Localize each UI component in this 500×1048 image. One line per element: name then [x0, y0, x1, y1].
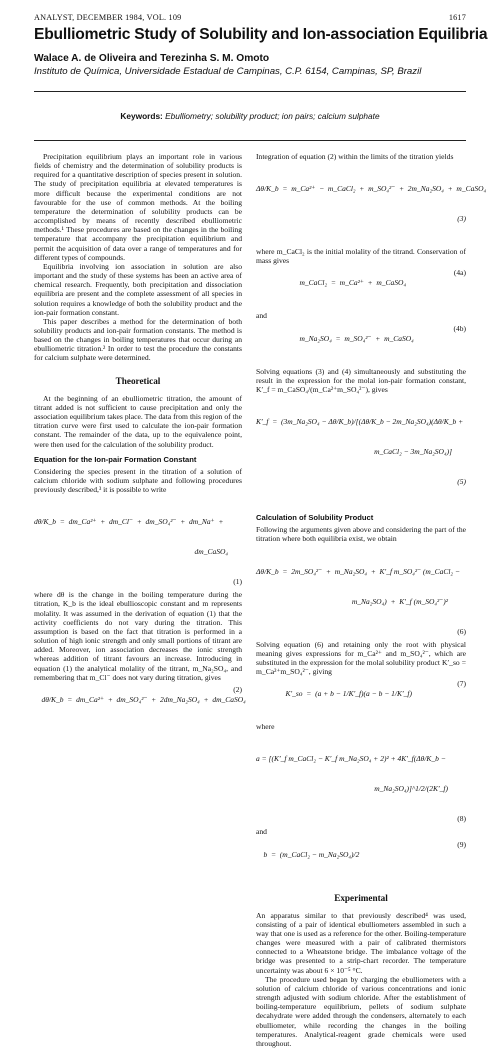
- equation-3-body: Δθ/K_b = m_Ca²⁺ − m_CaCl₂ + m_SO₄²⁻ + 2m_Na₂SO₄ + m_CaSO₄: [256, 184, 487, 194]
- paragraph: This paper describes a method for the determination of both solubility products and ion-pair formation constants. The method is based on the changes in boiling temperatures that occur during an ebulliometric titration.² In order to test the procedure the constants for calcium sulphate were determined.: [34, 316, 242, 363]
- equation-7: [256, 679, 466, 719]
- article-authors: Walace A. de Oliveira and Terezinha S. M. Omoto: [34, 53, 270, 64]
- author-affiliation: Instituto de Química, Universidade Estadual de Campinas, C.P. 6154, Campinas, SP, Brazil: [34, 66, 422, 77]
- equation-9: [256, 840, 466, 880]
- page-number: 1617: [448, 13, 466, 22]
- equation-6-line-1: Δθ/K_b = 2m_SO₄²⁻ + m_Na₂SO₄ + K′_f m_SO₄²⁻ (m_CaCl₂ −: [256, 566, 460, 576]
- equation-5: [256, 397, 466, 507]
- paragraph: At the beginning of an ebulliometric titration, the amount of titrant added is not sufficient to cause precipitation and only the association equilibrium takes place. The data from this region of the titration curve were first used to calculate the ion-pair formation constant. The remainder of the data, up to the equivalence point, were then used for the calculation of the solubility product.: [34, 393, 242, 449]
- article-title: Ebulliometric Study of Solubility and Ion-association Equilibria: [34, 26, 488, 43]
- connector-text: and: [256, 827, 267, 837]
- left-column: [34, 152, 246, 728]
- equation-3: [256, 164, 487, 244]
- paragraph: Precipitation equilibrium plays an important role in various fields of chemistry and the determination of solubility products is required for a quantitative description of species present in solution. The study of precipitation equilibria at elevated temperatures is more difficult because the experimental conditions are not favourable for the use of common methods. At the boiling temperature the determination of solubility products can be accomplished by means of recently described ebulliometric methods.¹ These procedures are based on the changes in the boiling temperature that accompany the precipitation equilibrium and permit the acquisition of data over a range of temperatures and for different types of compounds.: [34, 152, 242, 262]
- equation-number: (5): [457, 477, 466, 487]
- equation-number: (4a): [453, 268, 466, 278]
- subsection-heading: Calculation of Solubility Product: [256, 513, 374, 523]
- equation-number: (4b): [453, 323, 466, 333]
- paragraph: Following the arguments given above and considering the part of the titration where both equilibria exist, we obtain: [256, 525, 466, 544]
- equation-6: [256, 547, 466, 637]
- equation-number: (9): [457, 839, 466, 849]
- equation-1: [34, 497, 242, 587]
- equation-6-line-2: m_Na₂SO₄) + K′_f (m_SO₄²⁻)²: [351, 596, 448, 606]
- equation-5-line-1: K′_f = (3m_Na₂SO₄ − Δθ/K_b)/[(Δθ/K_b − 2m_Na₂SO₄)(Δθ/K_b +: [256, 417, 464, 427]
- equation-2-body: dθ/K_b = dm_Ca²⁺ + dm_SO₄²⁻ + 2dm_Na₂SO₄ + dm_CaSO₄: [41, 694, 246, 704]
- right-column: [256, 152, 487, 1048]
- paragraph: Solving equation (6) and retaining only the root with physical meaning gives expressions for m_Ca²⁺ and m_SO₄²⁻, which are substituted in the expression for the molal solubility product K′_so = m_Ca²⁺m_SO₄²⁻, giving: [256, 639, 466, 677]
- equation-1-line-1: dθ/K_b = dm_Ca²⁺ + dm_Cl⁻ + dm_SO₄²⁻ + dm_Na⁺ +: [34, 517, 224, 527]
- equation-4b-body: m_Na₂SO₄ = m_SO₄²⁻ + m_CaSO₄: [299, 333, 414, 343]
- equation-number: (7): [457, 679, 466, 689]
- paragraph: where m_CaCl₂ is the initial molality of the titrand. Conservation of mass gives: [256, 247, 466, 266]
- paragraph: An apparatus similar to that previously described⁴ was used, consisting of a pair of identical ebulliometers assembled in such a way that one is used as a reference for the other. Boiling-temperature changes were measured with a pair of calibrated thermistors connected to a Wheatstone bridge. The imbalance voltage of the bridge was presented to a strip-chart recorder. The temperature uncertainty was about 6 × 10⁻⁵ °C.: [256, 910, 466, 975]
- equation-4a: [256, 268, 466, 308]
- equation-8: [256, 734, 466, 824]
- equation-9-body: b = (m_CaCl₂ − m_Na₂SO₄)/2: [263, 849, 360, 859]
- paragraph: Equilibria involving ion association in solution are also important and the study of these systems has been an active area of chemical research. Frequently, both precipitation and dissociation equilibria are present and the complete assessment of all species in solution requires a knowledge of both the solubility product and the ion-pair formation constant.: [34, 261, 242, 317]
- paragraph: Considering the species present in the titration of a solution of calcium chloride with sodium sulphate and following procedures previously described,³ it is possible to write: [34, 466, 242, 495]
- keywords-line: [120, 111, 379, 121]
- equation-7-body: K′_so = (a + b − 1/K′_f)(a − b − 1/K′_f): [285, 689, 412, 699]
- connector-text: and: [256, 311, 267, 321]
- section-heading-theoretical: Theoretical: [115, 375, 161, 386]
- equation-8-line-2: m_Na₂SO₄)]^1/2/(2K′_f): [374, 784, 448, 794]
- paragraph: Integration of equation (2) within the limits of the titration yields: [256, 152, 454, 161]
- paragraph: where dθ is the change in the boiling temperature during the titration, K_b is the ideal ebullioscopic constant and m represents molality. It was assumed in the derivation of equation (1) that the activity coefficients do not vary during the titration. This assumption is based on the fact that titration is performed in a solution of high ionic strength and only small portions of titrant are added. Moreover, ion association decreases the ionic strength whereas addition of titrant favours an increase. Introducing in equation (1) the analytical molality of the titrant, m_Na₂SO₄, and remembering that m_Cl⁻ does not vary during titration, gives: [34, 590, 242, 682]
- paragraph: Solving equations (3) and (4) simultaneously and substituting the result in the expression for the molal ion-pair formation constant, K′_f = m_CaSO₄/(m_Ca²⁺m_SO₄²⁻), gives: [256, 366, 466, 394]
- journal-running-head: ANALYST, DECEMBER 1984, VOL. 109: [34, 13, 182, 22]
- keywords-label: Keywords:: [120, 111, 163, 121]
- connector-text: where: [256, 722, 275, 732]
- equation-5-line-2: m_CaCl₂ − 3m_Na₂SO₄)]: [374, 447, 452, 457]
- equation-number: (2): [233, 684, 242, 694]
- paragraph: The procedure used began by charging the ebulliometers with a solution of calcium chloride of various concentrations and ionic strength adjusted with sodium chloride. After the establishment of boiling-temperature equilibrium, pellets of sodium sulphate decahydrate were added through the condensers, alternately to each ebulliometer, while recording the changes in the boiling temperatures. Analytical-reagent grade chemicals were used throughout.: [256, 974, 466, 1048]
- equation-4b: [256, 324, 466, 364]
- subsection-heading: Equation for the Ion-pair Formation Constant: [34, 454, 197, 464]
- running-header: [34, 13, 466, 22]
- keywords-box: [34, 91, 466, 141]
- equation-number: (6): [457, 626, 466, 636]
- keywords-text: Ebulliometry; solubility product; ion pairs; calcium sulphate: [165, 111, 380, 121]
- equation-8-line-1: a = [(K′_f m_CaCl₂ − K′_f m_Na₂SO₄ + 2)² + 4K′_f(Δθ/K_b −: [256, 754, 446, 764]
- equation-number: (3): [457, 214, 466, 224]
- equation-number: (1): [233, 577, 242, 587]
- equation-1-line-2: dm_CaSO₄: [194, 547, 228, 557]
- equation-number: (8): [457, 814, 466, 824]
- equation-4a-body: m_CaCl₂ = m_Ca²⁺ + m_CaSO₄: [299, 278, 407, 288]
- section-heading-experimental: Experimental: [334, 892, 388, 903]
